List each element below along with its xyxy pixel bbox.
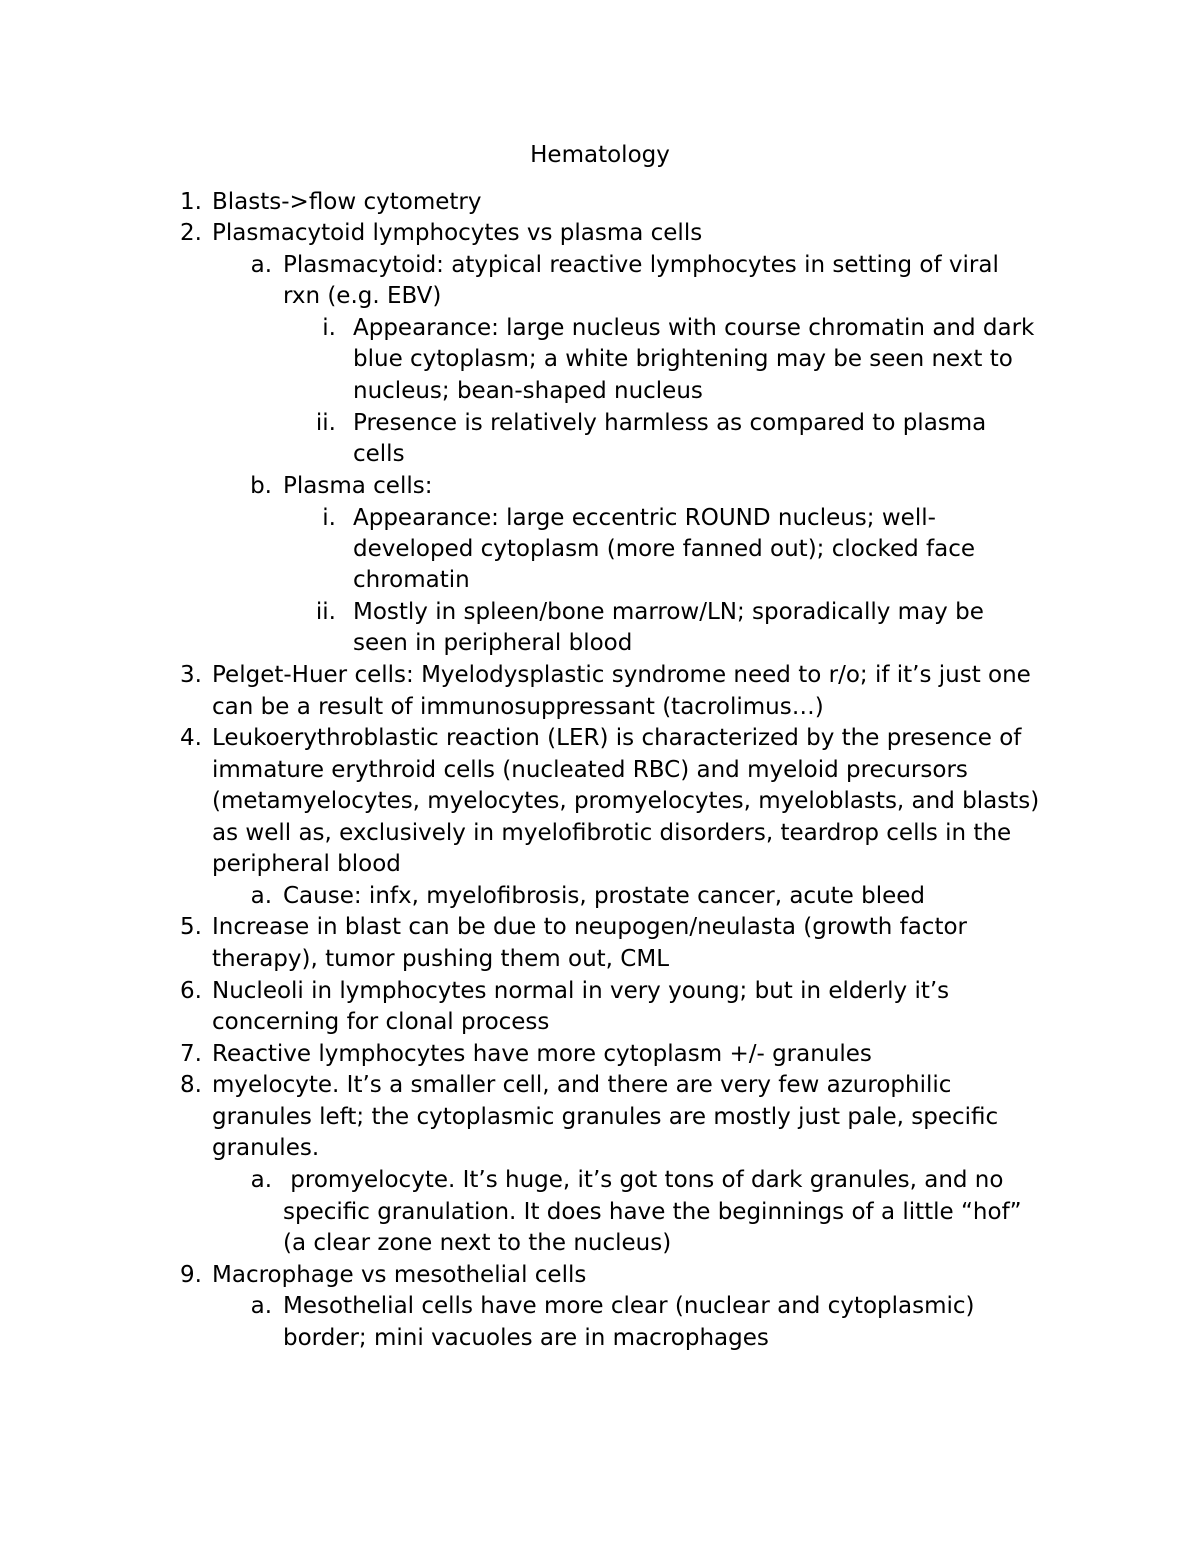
list-text: Plasma cells: <box>283 473 433 499</box>
list-marker: 1. <box>180 189 202 215</box>
list-text: Increase in blast can be due to neupogen/neulasta (growth factor <box>212 914 967 940</box>
list-text: Blasts->flow cytometry <box>212 189 482 215</box>
list-text: peripheral blood <box>212 851 401 877</box>
list-marker: a. <box>250 883 272 909</box>
list-text: (a clear zone next to the nucleus) <box>283 1230 672 1256</box>
list-marker: 3. <box>180 662 202 688</box>
list-text: border; mini vacuoles are in macrophages <box>283 1325 769 1351</box>
list-text: blue cytoplasm; a white brightening may be seen next to <box>353 346 1013 372</box>
list-marker: i. <box>322 505 336 531</box>
list-text: immature erythroid cells (nucleated RBC) and myeloid precursors <box>212 757 968 783</box>
list-text: Appearance: large nucleus with course chromatin and dark <box>353 315 1035 341</box>
list-text: chromatin <box>353 567 470 593</box>
list-text: nucleus; bean-shaped nucleus <box>353 378 703 404</box>
list-text: Nucleoli in lymphocytes normal in very young; but in elderly it’s <box>212 978 950 1004</box>
list-text: seen in peripheral blood <box>353 630 633 656</box>
list-marker: a. <box>250 252 272 278</box>
list-marker: 9. <box>180 1262 202 1288</box>
list-text: developed cytoplasm (more fanned out); clocked face <box>353 536 976 562</box>
list-text: Mesothelial cells have more clear (nuclear and cytoplasmic) <box>283 1293 975 1319</box>
list-text: therapy), tumor pushing them out, CML <box>212 946 670 972</box>
list-text: rxn (e.g. EBV) <box>283 283 442 309</box>
list-text: granules left; the cytoplasmic granules are mostly just pale, specific <box>212 1104 999 1130</box>
list-text: Macrophage vs mesothelial cells <box>212 1262 587 1288</box>
list-marker: 2. <box>180 220 202 246</box>
list-text: Plasmacytoid: atypical reactive lymphocytes in setting of viral <box>283 252 999 278</box>
list-text: specific granulation. It does have the beginnings of a little “hof” <box>283 1199 1022 1225</box>
list-text: Cause: infx, myelofibrosis, prostate cancer, acute bleed <box>283 883 926 909</box>
list-marker: 6. <box>180 978 202 1004</box>
list-text: Plasmacytoid lymphocytes vs plasma cells <box>212 220 703 246</box>
list-text: myelocyte. It’s a smaller cell, and there are very few azurophilic <box>212 1072 952 1098</box>
list-text: Pelget-Huer cells: Myelodysplastic syndrome need to r/o; if it’s just one <box>212 662 1031 688</box>
list-text: cells <box>353 441 405 467</box>
list-text: as well as, exclusively in myelofibrotic disorders, teardrop cells in the <box>212 820 1012 846</box>
list-text: Reactive lymphocytes have more cytoplasm +/- granules <box>212 1041 872 1067</box>
list-marker: 8. <box>180 1072 202 1098</box>
list-text: can be a result of immunosuppressant (tacrolimus…) <box>212 694 824 720</box>
list-text: granules. <box>212 1135 320 1161</box>
list-text: (metamyelocytes, myelocytes, promyelocytes, myeloblasts, and blasts) <box>212 788 1040 814</box>
list-marker: 4. <box>180 725 202 751</box>
page-title: Hematology <box>530 142 670 168</box>
list-text: Leukoerythroblastic reaction (LER) is characterized by the presence of <box>212 725 1022 751</box>
list-marker: b. <box>250 473 272 499</box>
list-text: Appearance: large eccentric ROUND nucleus; well- <box>353 505 936 531</box>
list-marker: 5. <box>180 914 202 940</box>
list-text: promyelocyte. It’s huge, it’s got tons of dark granules, and no <box>283 1167 1004 1193</box>
list-text: concerning for clonal process <box>212 1009 550 1035</box>
list-marker: ii. <box>315 410 336 436</box>
list-text: Presence is relatively harmless as compared to plasma <box>353 410 987 436</box>
list-marker: ii. <box>315 599 336 625</box>
list-marker: i. <box>322 315 336 341</box>
list-marker: 7. <box>180 1041 202 1067</box>
list-text: Mostly in spleen/bone marrow/LN; sporadically may be <box>353 599 984 625</box>
list-marker: a. <box>250 1167 272 1193</box>
list-marker: a. <box>250 1293 272 1319</box>
